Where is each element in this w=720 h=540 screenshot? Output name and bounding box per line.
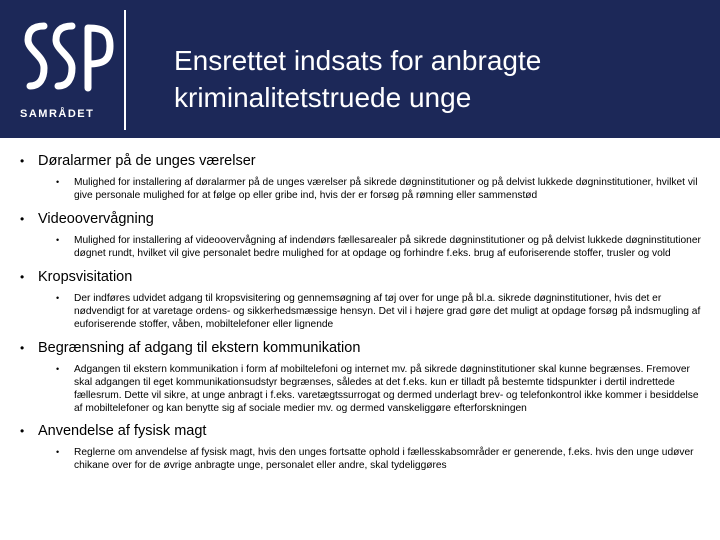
section-heading-text: Begrænsning af adgang til ekstern kommunikation	[38, 340, 361, 356]
section-heading-text: Døralarmer på de unges værelser	[38, 153, 256, 169]
logo-subtext: SAMRÅDET	[20, 108, 95, 120]
section-detail-text: Reglerne om anvendelse af fysisk magt, hvis den unges fortsatte ophold i fællesskabsområder er generende, f.eks. hvis den unge udøver chikane over for de øvrige anbragte unge, personalet eller andre, skal tydeliggøres	[74, 447, 694, 471]
section-heading-text: Videoovervågning	[38, 211, 154, 227]
bullet-dot-icon: •	[56, 364, 60, 374]
title-line-1: Ensrettet indsats for anbragte	[174, 45, 542, 76]
section-heading	[0, 152, 720, 170]
bullet-dot-icon: •	[56, 447, 60, 457]
section-body-search	[0, 268, 720, 331]
section-detail-text: Der indføres udvidet adgang til kropsvisitering og gennemsøgning af tøj over for unge på bl.a. sikrede døgninstitutioner, hvis det er nødvendigt for at varetage ordens- og sikkerhedsmæssige hensyn. Det vil i højere grad gøre det muligt at opdage forsøg på indsmugling af euforiserende stoffer, våben, mobiltelefoner eller lignende	[74, 293, 701, 330]
title-line-2: kriminalitetstruede unge	[174, 82, 472, 113]
bullet-dot-icon: •	[56, 177, 60, 187]
section-heading-text: Kropsvisitation	[38, 269, 133, 285]
section-detail-text: Mulighed for installering af døralarmer på de unges værelser på sikrede døgninstitutioner og på delvist lukkede døgninstitutioner, hvilket vil give personale mulighed for at følge op eller gribe ind, hvis der er forsøg på rømning eller sammenstød	[74, 177, 698, 201]
page-title	[174, 42, 694, 116]
bullet-dot-icon: •	[20, 212, 25, 226]
section-detail	[0, 446, 720, 472]
section-external-communication	[0, 339, 720, 415]
header-divider	[124, 10, 126, 130]
bullet-dot-icon: •	[56, 235, 60, 245]
ssp-logo	[20, 7, 116, 128]
section-detail	[0, 363, 720, 415]
section-heading	[0, 339, 720, 357]
content-list	[0, 152, 720, 472]
logo-text: SSP	[20, 7, 53, 24]
section-heading	[0, 268, 720, 286]
header-banner	[0, 0, 720, 138]
ssp-logo-mark	[20, 7, 116, 100]
bullet-dot-icon: •	[20, 341, 25, 355]
section-detail-text: Mulighed for installering af videoovervågning af indendørs fællesarealer på sikrede døgninstitutioner og på delvist lukkede døgninstitutioner døgnet rundt, hvilket vil give personalet bedre mulighed for at opdage og forhindre f.eks. brug af euforiserende stoffer, trusler og vold	[74, 235, 701, 259]
section-door-alarms	[0, 152, 720, 202]
bullet-dot-icon: •	[20, 270, 25, 284]
section-heading	[0, 422, 720, 440]
section-heading	[0, 210, 720, 228]
section-detail	[0, 234, 720, 260]
section-detail	[0, 292, 720, 331]
section-detail	[0, 176, 720, 202]
bullet-dot-icon: •	[20, 154, 25, 168]
section-heading-text: Anvendelse af fysisk magt	[38, 423, 207, 439]
section-detail-text: Adgangen til ekstern kommunikation i form af mobiltelefoni og internet mv. på sikrede døgninstitutioner skal kunne begrænses. Fremover skal adgangen til eget kommunikationsudstyr begrænses, således at det f.eks. kun er tilladt på bestemte tidspunkter i dertil indrettede fællesrum. Dette vil sikre, at unge anbragt i f.eks. varetægtssurrogat og dermed underlagt brev- og telefonkontrol ikke kommer i besiddelse af mobiltelefoner og kan benytte sig af sociale medier mv. og dermed vanskeliggøre efterforskningen	[74, 364, 699, 414]
bullet-dot-icon: •	[56, 293, 60, 303]
bullet-dot-icon: •	[20, 424, 25, 438]
section-physical-force	[0, 422, 720, 472]
section-video-surveillance	[0, 210, 720, 260]
